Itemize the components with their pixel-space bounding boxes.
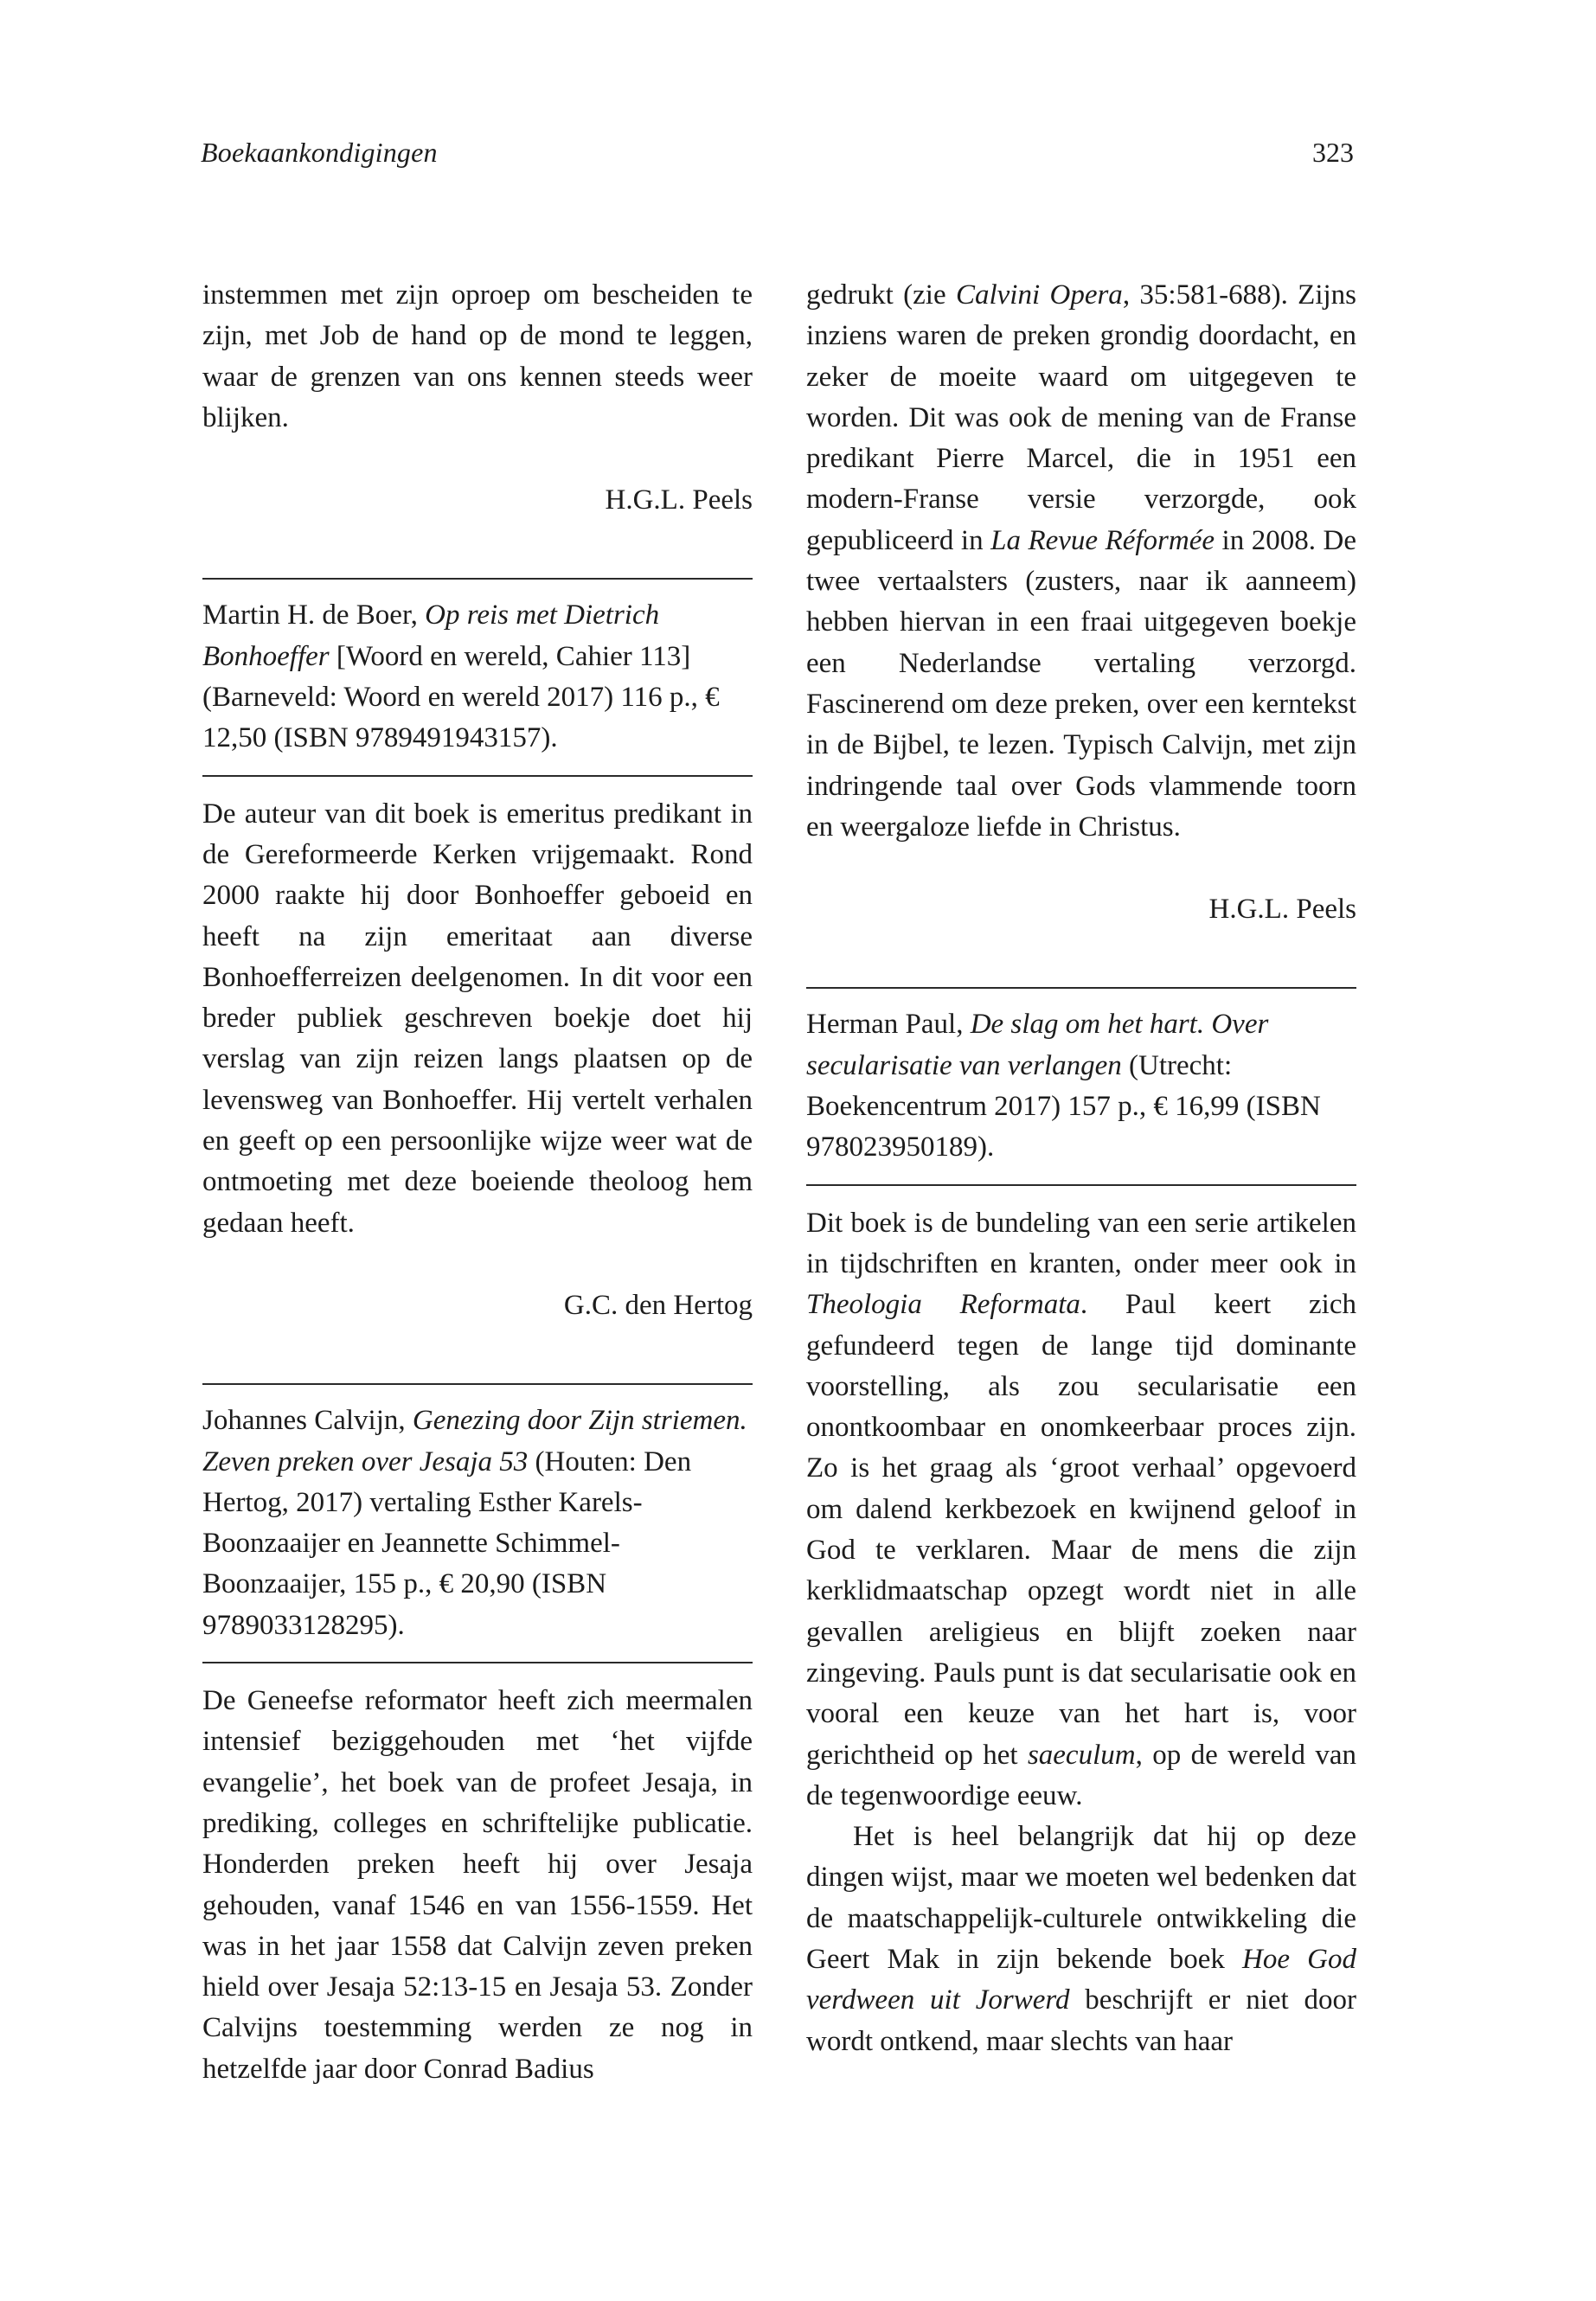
divider-rule xyxy=(806,987,1356,989)
book-author: Herman Paul, xyxy=(806,1009,971,1041)
divider-rule xyxy=(202,775,753,777)
book-title: Genezing door Zijn striemen. Zeven preken over Jesaja 53 xyxy=(202,1405,747,1477)
continuation-paragraph: instemmen met zijn oproep om bescheiden te zijn, met Job de hand op de mond te leggen, waar de grenzen van ons kennen steeds weer blijken. xyxy=(202,279,753,433)
italic-run: Hoe God verdween uit Jorwerd xyxy=(806,1943,1357,2016)
text-run: . Paul keert zich gefundeerd tegen de lange tijd dominante voorstelling, als zou secularisatie een onontkoombaar en onomkeerbaar proces zijn. Zo is het graag als ‘groot verhaal’ opgevoerd om dalend kerkbezoek en kwijnend geloof in God te verklaren. Maar de mens die zijn kerklidmaatschap opzegt wordt niet in alle gevallen areligieus en blijft zoeken naar zingeving. Pauls punt is dat secularisatie ook en vooral een keuze van het hart is, voor gerichtheid op het xyxy=(806,1289,1356,1771)
reviewer-signature: H.G.L. Peels xyxy=(605,484,753,516)
text-run: gedrukt (zie xyxy=(806,279,956,311)
book-title: Op reis met Dietrich Bonhoeffer xyxy=(202,599,660,672)
reviewer-signature: G.C. den Hertog xyxy=(563,1289,753,1321)
book-author: Martin H. de Boer, xyxy=(202,599,426,631)
italic-run: Calvini Opera xyxy=(955,279,1123,311)
divider-rule xyxy=(202,1662,753,1663)
bibliographic-entry xyxy=(202,1400,753,1646)
book-details: (Utrecht: Boekencentrum 2017) 157 p., € 16,99 (ISBN 978023950189). xyxy=(806,1049,1321,1163)
review-text xyxy=(806,1203,1356,2062)
italic-run: Theologia Reformata xyxy=(806,1289,1080,1321)
review-text xyxy=(202,794,753,1244)
text-run: beschrijft er niet door wordt ontkend, maar slechts van haar xyxy=(806,1984,1356,2057)
review-paragraph: De Geneefse reformator heeft zich meermalen intensief beziggehouden met ‘het vijfde evangelie’, het boek van de profeet Jesaja, in prediking, colleges en schriftelijke publicatie. Honderden preken heeft hij over Jesaja gehouden, vanaf 1546 en van 1556-1559. Het was in het jaar 1558 dat Calvijn zeven preken hield over Jesaja 52:13-15 en Jesaja 53. Zonder Calvijns toestemming werden ze nog in hetzelfde jaar door Conrad Badius xyxy=(202,1685,753,2085)
italic-run: La Revue Réformée xyxy=(990,524,1215,556)
divider-rule xyxy=(806,1184,1356,1186)
text-run: in 2008. De twee vertaalsters (zusters, naar ik aanneem) hebben hiervan in een fraai uitgegeven boekje een Nederlandse vertaling verzorgd. Fascinerend om deze preken, over een kerntekst in de Bijbel, te lezen. Typisch Calvijn, met zijn indringende taal over Gods vlammende toorn en weergaloze liefde in Christus. xyxy=(806,524,1356,843)
divider-rule xyxy=(202,578,753,580)
bibliographic-entry xyxy=(806,1004,1356,1168)
divider-rule xyxy=(202,1383,753,1385)
book-title: De slag om het hart. Over secularisatie van verlangen xyxy=(806,1009,1269,1081)
left-column xyxy=(202,275,753,2090)
text-run: Het is heel belangrijk dat hij op deze dingen wijst, maar we moeten wel bedenken dat de maatschappelijk-culturele ontwikkeling die Geert Mak in zijn bekende boek xyxy=(806,1821,1356,1975)
continuation-paragraph xyxy=(806,275,1356,848)
right-column xyxy=(806,275,1356,2062)
review-paragraph xyxy=(806,1203,1356,1817)
reviewer-signature: H.G.L. Peels xyxy=(1208,894,1356,926)
review-paragraph: De auteur van dit boek is emeritus predikant in de Gereformeerde Kerken vrijgemaakt. Rond 2000 raakte hij door Bonhoeffer geboeid en heeft na zijn emeritaat aan diverse Bonhoefferreizen deelgenomen. In dit voor een breder publiek geschreven boekje doet hij verslag van zijn reizen langs plaatsen op de levensweg van Bonhoeffer. Hij vertelt verhalen en geeft op een persoonlijke wijze weer wat de ontmoeting met deze boeiende theoloog hem gedaan heeft. xyxy=(202,798,753,1239)
text-run: , 35:581-688). Zijns inziens waren de preken grondig doordacht, en zeker de moeite waard om uitgegeven te worden. Dit was ook de mening van de Franse predikant Pierre Marcel, die in 1951 een modern-Franse versie verzorgde, ook gepubliceerd in xyxy=(806,279,1357,556)
text-run: Dit boek is de bundeling van een serie artikelen in tijdschriften en kranten, onder meer ook in xyxy=(806,1207,1356,1279)
page-number: 323 xyxy=(1312,137,1354,168)
review-text xyxy=(202,1681,753,2090)
book-details: [Woord en wereld, Cahier 113] (Barneveld: Woord en wereld 2017) 116 p., € 12,50 (ISBN 9789491943157). xyxy=(202,640,720,754)
bibliographic-entry xyxy=(202,595,753,759)
running-head: Boekaankondigingen xyxy=(201,137,438,168)
review-paragraph xyxy=(806,1817,1356,2062)
text-run: , op de wereld van de tegenwoordige eeuw. xyxy=(806,1739,1356,1811)
book-author: Johannes Calvijn, xyxy=(202,1405,413,1437)
book-details: (Houten: Den Hertog, 2017) vertaling Esther Karels-Boonzaaijer en Jeannette Schimmel-Boonzaaijer, 155 p., € 20,90 (ISBN 9789033128295). xyxy=(202,1445,692,1641)
italic-run: saeculum xyxy=(1027,1739,1136,1771)
